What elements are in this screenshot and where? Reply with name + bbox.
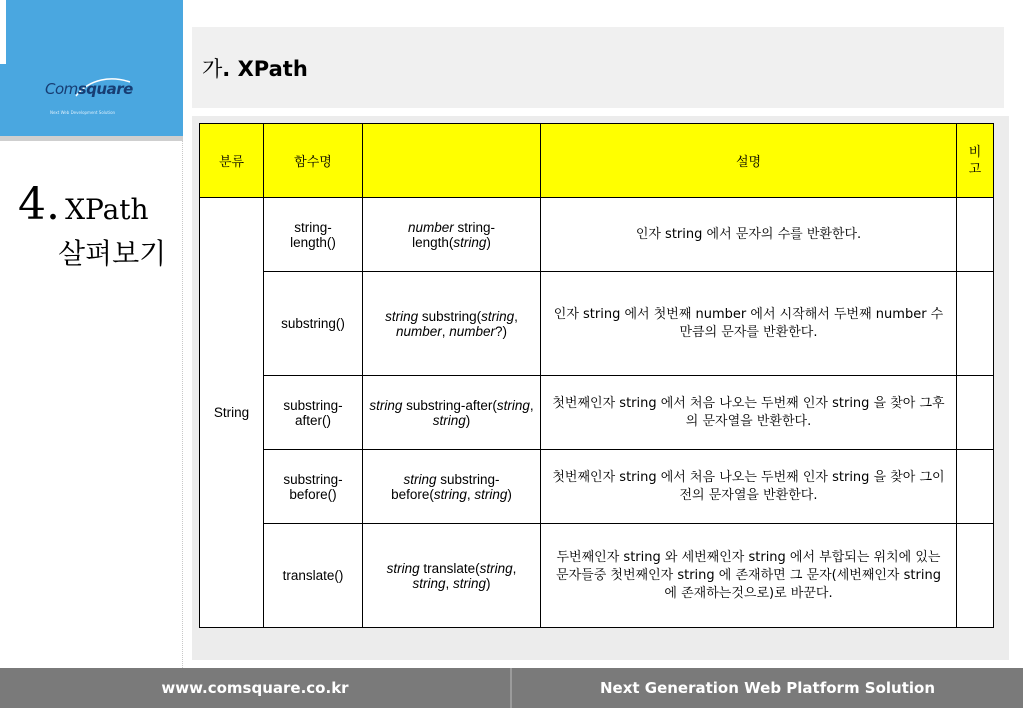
- function-name-cell: [264, 198, 363, 272]
- note-cell: [957, 272, 994, 376]
- heading-bar: [192, 27, 1004, 108]
- table-row: [200, 450, 994, 524]
- signature-text: substring-before(: [391, 471, 500, 502]
- function-table: [199, 123, 994, 628]
- signature-type: string: [403, 471, 437, 487]
- footer: [0, 668, 1023, 708]
- signature-type: string: [432, 412, 466, 428]
- signature-type: string: [386, 560, 420, 576]
- description-cell: 인자 string 에서 첫번째 number 에서 시작해서 두번째 number 수만큼의 문자를 반환한다.: [541, 272, 957, 376]
- table-row: [200, 198, 994, 272]
- logo-notch: [0, 0, 6, 64]
- function-name-cell: [264, 272, 363, 376]
- description-cell: 첫번째인자 string 에서 처음 나오는 두번째 인자 string 을 찾아 그이전의 문자열을 반환한다.: [541, 450, 957, 524]
- signature-text: ,: [529, 397, 534, 413]
- signature-type: string: [496, 397, 530, 413]
- signature-type: string: [481, 308, 515, 324]
- signature-text: ,: [512, 560, 517, 576]
- header-note-text: 비고: [968, 144, 982, 177]
- function-name-cell: [264, 376, 363, 450]
- signature-type: string: [369, 397, 403, 413]
- function-name: string-length(): [290, 219, 336, 250]
- signature-type: string: [474, 486, 508, 502]
- table-header-row: [200, 124, 994, 198]
- logo-tagline: Next Web Development Solution: [50, 110, 116, 115]
- signature-text: ): [486, 575, 491, 591]
- function-name: substring-after(): [283, 397, 343, 428]
- signature-cell: [363, 524, 541, 628]
- function-name: substring-before(): [283, 471, 343, 502]
- function-name-cell: [264, 524, 363, 628]
- signature-type: number: [407, 219, 454, 235]
- header-signature: [363, 124, 541, 198]
- table-row: [200, 524, 994, 628]
- signature-type: string: [433, 486, 467, 502]
- header-description: 설명: [541, 124, 957, 198]
- heading-prefix: 가: [202, 57, 223, 81]
- signature-text: substring(: [418, 308, 482, 324]
- table-row: [200, 376, 994, 450]
- note-cell: [957, 376, 994, 450]
- function-name: substring(): [281, 316, 345, 331]
- signature-text: ,: [445, 575, 453, 591]
- description-cell: 첫번째인자 string 에서 처음 나오는 두번째 인자 string 을 찾아 그후의 문자열을 반환한다.: [541, 376, 957, 450]
- signature-text: ,: [466, 486, 475, 502]
- signature-cell: [363, 272, 541, 376]
- header-category: 분류: [200, 124, 264, 198]
- signature-type: string: [453, 575, 487, 591]
- signature-type: number: [449, 323, 496, 339]
- signature-cell: [363, 198, 541, 272]
- description-cell: 인자 string 에서 문자의 수를 반환한다.: [541, 198, 957, 272]
- signature-type: string: [453, 234, 487, 250]
- function-name-cell: [264, 450, 363, 524]
- heading-text: . XPath: [222, 57, 308, 81]
- function-name: translate(): [282, 568, 344, 583]
- page-heading: [202, 53, 308, 83]
- logo-wordmark: [45, 80, 133, 98]
- note-cell: [957, 450, 994, 524]
- section-number: 4.: [18, 179, 60, 230]
- header-note: [957, 124, 994, 198]
- signature-text: substring-after(: [402, 397, 497, 413]
- signature-text: translate(: [419, 560, 480, 576]
- signature-type: string: [479, 560, 513, 576]
- category-cell: String: [200, 198, 264, 628]
- signature-cell: [363, 450, 541, 524]
- signature-text: ): [486, 234, 491, 250]
- description-cell: 두번째인자 string 와 세번째인자 string 에서 부합되는 위치에 있는 문자들중 첫번째인자 string 에 존재하면 그 문자(세번째인자 string 에 존재하는것으로)로 바꾼다.: [541, 524, 957, 628]
- footer-url[interactable]: www.comsquare.co.kr: [161, 679, 349, 697]
- header-function-name: 함수명: [264, 124, 363, 198]
- signature-cell: [363, 376, 541, 450]
- signature-text: ?): [495, 323, 508, 339]
- signature-text: ,: [441, 323, 450, 339]
- section-title-line2: 살펴보기: [58, 237, 167, 270]
- signature-text: ,: [514, 308, 518, 324]
- section-title: [18, 179, 167, 270]
- footer-tagline: Next Generation Web Platform Solution: [599, 679, 936, 697]
- signature-type: number: [395, 323, 442, 339]
- signature-text: string-length(: [412, 219, 496, 250]
- signature-type: string: [385, 308, 419, 324]
- logo-panel: [0, 0, 183, 136]
- signature-type: string: [412, 575, 446, 591]
- sidebar-divider: [0, 136, 183, 141]
- logo-prefix: Com: [45, 80, 78, 98]
- sidebar-dotted-line: [182, 141, 183, 668]
- note-cell: [957, 198, 994, 272]
- logo-suffix: square: [77, 80, 133, 98]
- note-cell: [957, 524, 994, 628]
- section-title-line1: XPath: [65, 193, 149, 226]
- table-row: [200, 272, 994, 376]
- signature-text: ): [507, 486, 512, 502]
- signature-text: ): [465, 412, 471, 428]
